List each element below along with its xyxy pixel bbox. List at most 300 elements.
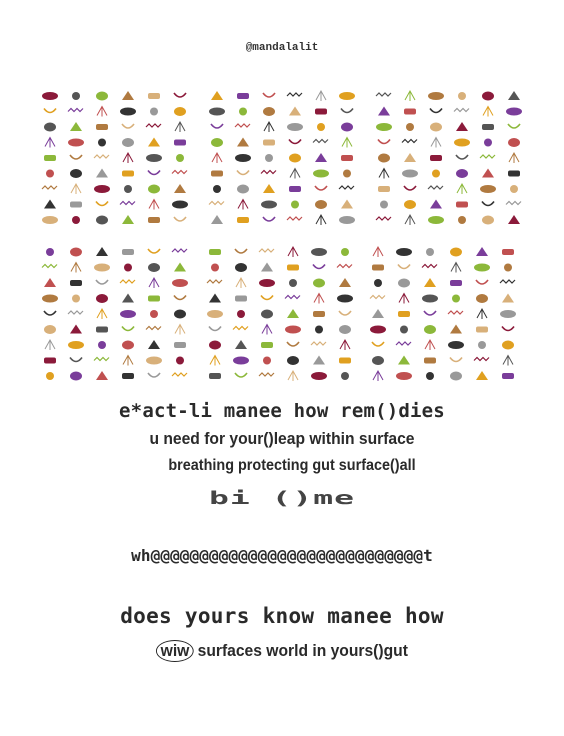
circled-word: wiw bbox=[156, 640, 194, 662]
dot-sticker bbox=[291, 201, 299, 209]
animal-sticker bbox=[70, 372, 82, 381]
block-sticker bbox=[148, 93, 160, 99]
ellipse-sticker bbox=[337, 295, 353, 303]
smile-sticker bbox=[424, 311, 436, 315]
sprig-sticker bbox=[405, 215, 415, 225]
smile-sticker bbox=[96, 280, 108, 284]
animal-sticker bbox=[289, 154, 301, 163]
bunting-sticker bbox=[259, 373, 274, 376]
block-sticker bbox=[96, 124, 108, 130]
block-sticker bbox=[263, 140, 275, 146]
sprig-sticker bbox=[175, 122, 185, 132]
sticker-pattern bbox=[40, 244, 190, 384]
smile-sticker bbox=[44, 109, 56, 113]
ellipse-sticker bbox=[339, 92, 355, 100]
animal-sticker bbox=[211, 138, 223, 147]
pattern-tile bbox=[40, 88, 190, 228]
bunting-sticker bbox=[287, 93, 302, 96]
author-handle: @mandalalit bbox=[245, 42, 319, 54]
dot-sticker bbox=[452, 295, 460, 303]
sprig-sticker bbox=[316, 215, 326, 225]
dot-sticker bbox=[458, 92, 466, 100]
ellipse-sticker bbox=[68, 139, 84, 147]
smile-sticker bbox=[148, 249, 160, 253]
bunting-sticker bbox=[172, 171, 187, 174]
dot-sticker bbox=[211, 264, 219, 272]
sprig-sticker bbox=[45, 340, 55, 350]
triangle-sticker bbox=[339, 278, 351, 287]
smile-sticker bbox=[209, 327, 221, 331]
smile-sticker bbox=[263, 217, 275, 221]
sprig-sticker bbox=[342, 138, 352, 148]
dot-sticker bbox=[510, 185, 518, 193]
smile-sticker bbox=[339, 311, 351, 315]
block-sticker bbox=[502, 373, 514, 379]
block-sticker bbox=[237, 93, 249, 99]
animal-sticker bbox=[315, 200, 327, 209]
smile-sticker bbox=[398, 265, 410, 269]
animal-sticker bbox=[313, 279, 325, 288]
block-sticker bbox=[424, 358, 436, 364]
block-sticker bbox=[450, 280, 462, 286]
animal-sticker bbox=[372, 356, 384, 365]
poem-line-1: e*act-li manee how rem()dies bbox=[119, 400, 445, 422]
triangle-sticker bbox=[315, 153, 327, 162]
triangle-sticker bbox=[44, 200, 56, 209]
triangle-sticker bbox=[287, 309, 299, 318]
ellipse-sticker bbox=[285, 326, 301, 334]
bunting-sticker bbox=[172, 249, 187, 252]
triangle-sticker bbox=[456, 122, 468, 131]
ellipse-sticker bbox=[209, 108, 225, 116]
dot-sticker bbox=[343, 170, 351, 178]
block-sticker bbox=[96, 327, 108, 333]
animal-sticker bbox=[341, 123, 353, 132]
sticker-pattern bbox=[374, 88, 524, 228]
dot-sticker bbox=[124, 264, 132, 272]
smile-sticker bbox=[211, 124, 223, 128]
block-sticker bbox=[70, 202, 82, 208]
block-sticker bbox=[508, 171, 520, 177]
smile-sticker bbox=[508, 124, 520, 128]
poem-line-3: breathing protecting gut surface()all bbox=[168, 457, 416, 474]
smile-sticker bbox=[148, 373, 160, 377]
ellipse-sticker bbox=[506, 108, 522, 116]
block-sticker bbox=[44, 358, 56, 364]
animal-sticker bbox=[378, 154, 390, 163]
ellipse-sticker bbox=[448, 341, 464, 349]
sprig-sticker bbox=[451, 263, 461, 273]
sprig-sticker bbox=[509, 153, 519, 163]
block-sticker bbox=[482, 124, 494, 130]
sprig-sticker bbox=[123, 153, 133, 163]
ellipse-sticker bbox=[146, 357, 162, 365]
triangle-sticker bbox=[174, 263, 186, 272]
smile-sticker bbox=[315, 186, 327, 190]
ellipse-sticker bbox=[172, 279, 188, 287]
triangle-sticker bbox=[508, 215, 520, 224]
ellipse-sticker bbox=[259, 279, 275, 287]
animal-sticker bbox=[339, 325, 351, 334]
block-sticker bbox=[148, 217, 160, 223]
triangle-sticker bbox=[482, 169, 494, 178]
sprig-sticker bbox=[123, 356, 133, 366]
ellipse-sticker bbox=[172, 201, 188, 209]
dot-sticker bbox=[237, 310, 245, 318]
triangle-sticker bbox=[424, 278, 436, 287]
animal-sticker bbox=[44, 325, 56, 334]
triangle-sticker bbox=[476, 371, 488, 380]
smile-sticker bbox=[313, 265, 325, 269]
animal-sticker bbox=[44, 123, 56, 132]
dot-sticker bbox=[150, 310, 158, 318]
block-sticker bbox=[174, 342, 186, 348]
animal-sticker bbox=[261, 310, 273, 319]
ellipse-sticker bbox=[120, 108, 136, 116]
bunting-sticker bbox=[474, 358, 489, 361]
smile-sticker bbox=[341, 109, 353, 113]
bunting-sticker bbox=[313, 140, 328, 143]
dot-sticker bbox=[484, 139, 492, 147]
poem-line-7-text: surfaces world in yours()gut bbox=[197, 641, 408, 660]
animal-sticker bbox=[456, 169, 468, 178]
sprig-sticker bbox=[288, 371, 298, 381]
animal-sticker bbox=[398, 279, 410, 288]
block-sticker bbox=[341, 155, 353, 161]
dot-sticker bbox=[124, 185, 132, 193]
bunting-sticker bbox=[146, 327, 161, 330]
animal-sticker bbox=[122, 138, 134, 147]
triangle-sticker bbox=[211, 215, 223, 224]
ellipse-sticker bbox=[422, 295, 438, 303]
animal-sticker bbox=[235, 263, 247, 272]
triangle-sticker bbox=[209, 294, 221, 303]
bunting-sticker bbox=[146, 124, 161, 127]
bunting-sticker bbox=[311, 342, 326, 345]
triangle-sticker bbox=[96, 371, 108, 380]
bunting-sticker bbox=[42, 265, 57, 268]
bunting-sticker bbox=[285, 296, 300, 299]
smile-sticker bbox=[263, 93, 275, 97]
smile-sticker bbox=[174, 296, 186, 300]
smile-sticker bbox=[404, 186, 416, 190]
bunting-sticker bbox=[506, 202, 521, 205]
triangle-sticker bbox=[148, 340, 160, 349]
dot-sticker bbox=[150, 108, 158, 116]
block-sticker bbox=[44, 155, 56, 161]
dot-sticker bbox=[341, 248, 349, 256]
block-sticker bbox=[237, 217, 249, 223]
ellipse-sticker bbox=[500, 310, 516, 318]
dot-sticker bbox=[315, 326, 323, 334]
poem-line-6: does yours know manee how bbox=[120, 604, 444, 628]
smile-sticker bbox=[378, 140, 390, 144]
smile-sticker bbox=[502, 327, 514, 331]
bunting-sticker bbox=[337, 265, 352, 268]
block-sticker bbox=[122, 373, 134, 379]
block-sticker bbox=[148, 296, 160, 302]
triangle-sticker bbox=[174, 184, 186, 193]
sprig-sticker bbox=[399, 294, 409, 304]
sprig-sticker bbox=[425, 340, 435, 350]
pattern-tile bbox=[40, 244, 190, 384]
sprig-sticker bbox=[316, 91, 326, 101]
smile-sticker bbox=[372, 342, 384, 346]
triangle-sticker bbox=[502, 294, 514, 303]
smile-sticker bbox=[44, 311, 56, 315]
bunting-sticker bbox=[42, 186, 57, 189]
block-sticker bbox=[122, 249, 134, 255]
bunting-sticker bbox=[172, 373, 187, 376]
sprig-sticker bbox=[71, 184, 81, 194]
block-sticker bbox=[339, 358, 351, 364]
animal-sticker bbox=[430, 123, 442, 132]
dot-sticker bbox=[478, 341, 486, 349]
block-sticker bbox=[372, 265, 384, 271]
animal-sticker bbox=[174, 107, 186, 116]
bunting-sticker bbox=[68, 109, 83, 112]
ellipse-sticker bbox=[235, 154, 251, 162]
animal-sticker bbox=[450, 248, 462, 257]
block-sticker bbox=[261, 342, 273, 348]
block-sticker bbox=[287, 265, 299, 271]
bunting-sticker bbox=[422, 265, 437, 268]
sprig-sticker bbox=[477, 309, 487, 319]
ellipse-sticker bbox=[396, 372, 412, 380]
triangle-sticker bbox=[70, 325, 82, 334]
block-sticker bbox=[211, 171, 223, 177]
block-sticker bbox=[174, 140, 186, 146]
bunting-sticker bbox=[339, 186, 354, 189]
smile-sticker bbox=[450, 358, 462, 362]
smile-sticker bbox=[289, 140, 301, 144]
bunting-sticker bbox=[68, 311, 83, 314]
animal-sticker bbox=[122, 341, 134, 350]
pattern-tile bbox=[205, 244, 355, 384]
dot-sticker bbox=[213, 185, 221, 193]
animal-sticker bbox=[96, 216, 108, 225]
block-sticker bbox=[476, 327, 488, 333]
bunting-sticker bbox=[259, 249, 274, 252]
smile-sticker bbox=[482, 202, 494, 206]
animal-sticker bbox=[450, 372, 462, 381]
triangle-sticker bbox=[122, 91, 134, 100]
animal-sticker bbox=[148, 185, 160, 194]
bunting-sticker bbox=[376, 217, 391, 220]
sprig-sticker bbox=[314, 294, 324, 304]
sprig-sticker bbox=[431, 138, 441, 148]
dot-sticker bbox=[432, 170, 440, 178]
triangle-sticker bbox=[44, 278, 56, 287]
animal-sticker bbox=[404, 200, 416, 209]
animal-sticker bbox=[476, 294, 488, 303]
ellipse-sticker bbox=[94, 264, 110, 272]
triangle-sticker bbox=[341, 200, 353, 209]
animal-sticker bbox=[424, 325, 436, 334]
animal-sticker bbox=[237, 185, 249, 194]
dot-sticker bbox=[504, 264, 512, 272]
ellipse-sticker bbox=[313, 170, 329, 178]
triangle-sticker bbox=[261, 263, 273, 272]
sticker-pattern bbox=[205, 244, 355, 384]
smile-sticker bbox=[287, 342, 299, 346]
sprig-sticker bbox=[262, 325, 272, 335]
animal-sticker bbox=[508, 138, 520, 147]
triangle-sticker bbox=[476, 247, 488, 256]
bunting-sticker bbox=[287, 217, 302, 220]
ellipse-sticker bbox=[474, 264, 490, 272]
sprig-sticker bbox=[45, 138, 55, 148]
sprig-sticker bbox=[71, 263, 81, 273]
smile-sticker bbox=[96, 202, 108, 206]
bunting-sticker bbox=[261, 171, 276, 174]
dot-sticker bbox=[72, 92, 80, 100]
animal-sticker bbox=[148, 263, 160, 272]
smile-sticker bbox=[122, 124, 134, 128]
triangle-sticker bbox=[235, 340, 247, 349]
smile-sticker bbox=[148, 171, 160, 175]
triangle-sticker bbox=[96, 247, 108, 256]
sprig-sticker bbox=[236, 278, 246, 288]
block-sticker bbox=[122, 171, 134, 177]
dot-sticker bbox=[374, 279, 382, 287]
triangle-sticker bbox=[70, 122, 82, 131]
smile-sticker bbox=[476, 280, 488, 284]
dot-sticker bbox=[98, 139, 106, 147]
ellipse-sticker bbox=[233, 357, 249, 365]
bunting-sticker bbox=[500, 280, 515, 283]
sprig-sticker bbox=[373, 371, 383, 381]
sprig-sticker bbox=[97, 309, 107, 319]
dot-sticker bbox=[46, 170, 54, 178]
dot-sticker bbox=[380, 201, 388, 209]
dot-sticker bbox=[46, 372, 54, 380]
ellipse-sticker bbox=[428, 92, 444, 100]
triangle-sticker bbox=[122, 294, 134, 303]
dot-sticker bbox=[98, 341, 106, 349]
bunting-sticker bbox=[94, 358, 109, 361]
dot-sticker bbox=[239, 108, 247, 116]
ellipse-sticker bbox=[396, 248, 412, 256]
ellipse-sticker bbox=[120, 310, 136, 318]
animal-sticker bbox=[482, 216, 494, 225]
dot-sticker bbox=[400, 326, 408, 334]
ellipse-sticker bbox=[428, 216, 444, 224]
block-sticker bbox=[315, 109, 327, 115]
ellipse-sticker bbox=[261, 201, 277, 209]
smile-sticker bbox=[174, 93, 186, 97]
block-sticker bbox=[235, 296, 247, 302]
ellipse-sticker bbox=[370, 326, 386, 334]
dot-sticker bbox=[72, 216, 80, 224]
dot-sticker bbox=[176, 357, 184, 365]
ellipse-sticker bbox=[207, 310, 223, 318]
poem-line-2: u need for your()leap within surface bbox=[149, 429, 415, 448]
sprig-sticker bbox=[288, 247, 298, 257]
smile-sticker bbox=[237, 171, 249, 175]
ellipse-sticker bbox=[68, 341, 84, 349]
ellipse-sticker bbox=[376, 123, 392, 131]
dot-sticker bbox=[426, 248, 434, 256]
triangle-sticker bbox=[404, 153, 416, 162]
animal-sticker bbox=[209, 341, 221, 350]
sprig-sticker bbox=[340, 340, 350, 350]
sprig-sticker bbox=[457, 184, 467, 194]
smile-sticker bbox=[174, 217, 186, 221]
smile-sticker bbox=[430, 109, 442, 113]
bunting-sticker bbox=[207, 280, 222, 283]
sprig-sticker bbox=[97, 107, 107, 117]
sprig-sticker bbox=[379, 169, 389, 179]
smile-sticker bbox=[235, 373, 247, 377]
triangle-sticker bbox=[430, 200, 442, 209]
animal-sticker bbox=[96, 294, 108, 303]
ellipse-sticker bbox=[42, 295, 58, 303]
dot-sticker bbox=[341, 372, 349, 380]
block-sticker bbox=[70, 280, 82, 286]
dot-sticker bbox=[265, 154, 273, 162]
ellipse-sticker bbox=[94, 185, 110, 193]
ellipse-sticker bbox=[454, 139, 470, 147]
bunting-sticker bbox=[233, 327, 248, 330]
triangle-sticker bbox=[122, 215, 134, 224]
dot-sticker bbox=[406, 123, 414, 131]
triangle-sticker bbox=[96, 169, 108, 178]
sprig-sticker bbox=[238, 200, 248, 210]
poem-line-4: bi ()me bbox=[208, 486, 356, 509]
sprig-sticker bbox=[290, 169, 300, 179]
block-sticker bbox=[313, 311, 325, 317]
dot-sticker bbox=[426, 372, 434, 380]
bunting-sticker bbox=[454, 109, 469, 112]
block-sticker bbox=[404, 109, 416, 115]
animal-sticker bbox=[70, 248, 82, 257]
bunting-sticker bbox=[120, 202, 135, 205]
smile-sticker bbox=[122, 327, 134, 331]
block-sticker bbox=[456, 202, 468, 208]
sprig-sticker bbox=[373, 247, 383, 257]
sticker-pattern bbox=[368, 244, 518, 384]
smile-sticker bbox=[70, 155, 82, 159]
sprig-sticker bbox=[149, 200, 159, 210]
pattern-tile bbox=[207, 88, 357, 228]
bunting-sticker bbox=[402, 140, 417, 143]
sprig-sticker bbox=[210, 356, 220, 366]
bunting-sticker bbox=[396, 342, 411, 345]
sprig-sticker bbox=[212, 153, 222, 163]
bunting-sticker bbox=[480, 155, 495, 158]
dot-sticker bbox=[72, 295, 80, 303]
animal-sticker bbox=[287, 356, 299, 365]
pattern-tile bbox=[374, 88, 524, 228]
bunting-sticker bbox=[370, 296, 385, 299]
ellipse-sticker bbox=[311, 248, 327, 256]
triangle-sticker bbox=[211, 91, 223, 100]
sprig-sticker bbox=[483, 107, 493, 117]
ellipse-sticker bbox=[42, 92, 58, 100]
triangle-sticker bbox=[398, 356, 410, 365]
ellipse-sticker bbox=[480, 185, 496, 193]
sprig-sticker bbox=[264, 122, 274, 132]
triangle-sticker bbox=[263, 184, 275, 193]
animal-sticker bbox=[174, 310, 186, 319]
triangle-sticker bbox=[148, 138, 160, 147]
sprig-sticker bbox=[149, 278, 159, 288]
block-sticker bbox=[209, 249, 221, 255]
bunting-sticker bbox=[448, 311, 463, 314]
bunting-sticker bbox=[94, 155, 109, 158]
ellipse-sticker bbox=[287, 123, 303, 131]
